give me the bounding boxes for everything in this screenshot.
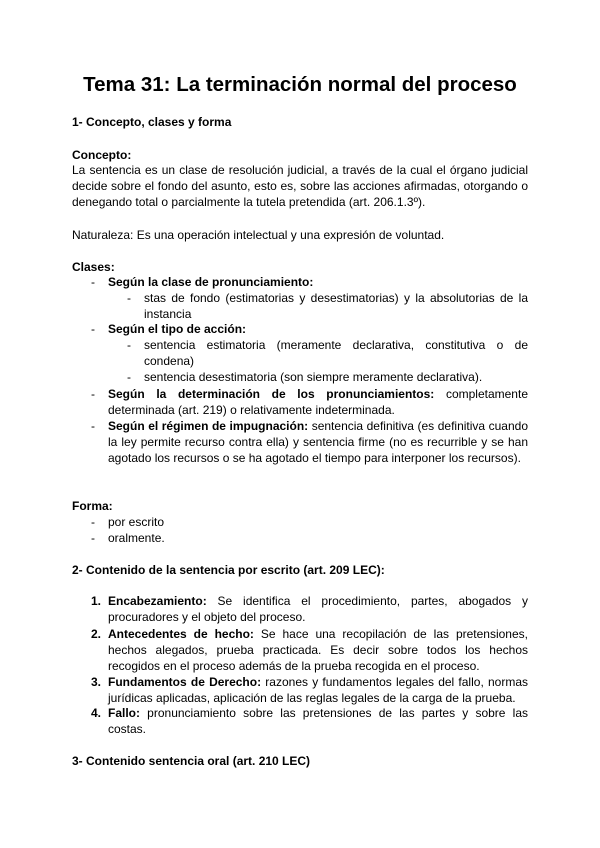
contenido-item-4 <box>108 705 528 737</box>
bullet-dash: - <box>127 291 131 305</box>
forma-item-2: oralmente. <box>108 531 165 545</box>
item-text: Se hace una recopilación de las pretensiones, hechos alegados, prueba practicada. Es decir sobre todos los hechos recogidos en el proceso además de la prueba recogida en el proceso. <box>108 627 528 673</box>
contenido-item-2 <box>108 626 528 674</box>
forma-label: Forma: <box>72 499 113 513</box>
section-1-heading: 1- Concepto, clases y forma <box>72 115 232 129</box>
item-label: Fallo: <box>108 706 140 720</box>
clase-4-item <box>108 418 528 466</box>
list-number: 3. <box>91 675 102 689</box>
clase-1-label: Según la clase de pronunciamiento: <box>108 275 314 289</box>
section-3-heading: 3- Contenido sentencia oral (art. 210 LEC) <box>72 754 311 768</box>
bullet-dash: - <box>91 515 95 529</box>
page-title: Tema 31: La terminación normal del proceso <box>83 73 517 96</box>
item-text: Se identifica el procedimiento, partes, abogados y procuradores y el objeto del proceso. <box>108 594 528 624</box>
clase-4-text: sentencia definitiva (es definitiva cuando la ley permite recurso contra ella) y sentencia firme (no es recurrible y se han agotado los recursos o se ha agotado el tiempo para interponer los recursos). <box>108 419 528 465</box>
section-2-heading: 2- Contenido de la sentencia por escrito (art. 209 LEC): <box>72 563 385 577</box>
forma-item-1: por escrito <box>108 515 165 529</box>
clases-label: Clases: <box>72 260 115 274</box>
list-number: 1. <box>91 594 102 608</box>
bullet-dash: - <box>91 275 95 289</box>
item-label: Antecedentes de hecho: <box>108 627 254 641</box>
concepto-label: Concepto: <box>72 148 132 162</box>
bullet-dash: - <box>127 338 131 352</box>
contenido-item-3 <box>108 674 528 706</box>
item-text: razones y fundamentos legales del fallo, normas jurídicas aplicadas, aplicación de las reglas legales de la carga de la prueba. <box>108 675 528 705</box>
clase-2-sub-1: sentencia estimatoria (meramente declarativa, constitutiva o de condena) <box>144 338 528 368</box>
bullet-dash: - <box>127 370 131 384</box>
clase-2-sub-2: sentencia desestimatoria (son siempre meramente declarativa). <box>144 370 483 384</box>
concepto-paragraph: La sentencia es un clase de resolución judicial, a través de la cual el órgano judicial decide sobre el fondo del asunto, esto es, sobre las acciones afirmadas, otorgando o denegando total o parcialmente la tutela pretendida (art. 206.1.3º). <box>72 163 528 209</box>
clase-2-label: Según el tipo de acción: <box>108 322 247 336</box>
bullet-dash: - <box>91 531 95 545</box>
item-text: pronunciamiento sobre las pretensiones de las partes y sobre las costas. <box>108 706 528 736</box>
bullet-dash: - <box>91 322 95 336</box>
bullet-dash: - <box>91 387 95 401</box>
bullet-dash: - <box>91 419 95 433</box>
item-label: Fundamentos de Derecho: <box>108 675 262 689</box>
list-number: 4. <box>91 706 102 720</box>
naturaleza-paragraph: Naturaleza: Es una operación intelectual y una expresión de voluntad. <box>72 228 445 242</box>
clase-3-text: completamente determinada (art. 219) o relativamente indeterminada. <box>108 387 528 417</box>
clase-3-item <box>108 386 528 418</box>
clase-1-sub-1: stas de fondo (estimatorias y desestimatorias) y la absolutorias de la instancia <box>144 291 528 321</box>
item-label: Encabezamiento: <box>108 594 207 608</box>
list-number: 2. <box>91 627 102 641</box>
clase-3-label: Según la determinación de los pronunciamientos: <box>108 387 435 401</box>
contenido-item-1 <box>108 593 528 625</box>
clase-4-label: Según el régimen de impugnación: <box>108 419 309 433</box>
